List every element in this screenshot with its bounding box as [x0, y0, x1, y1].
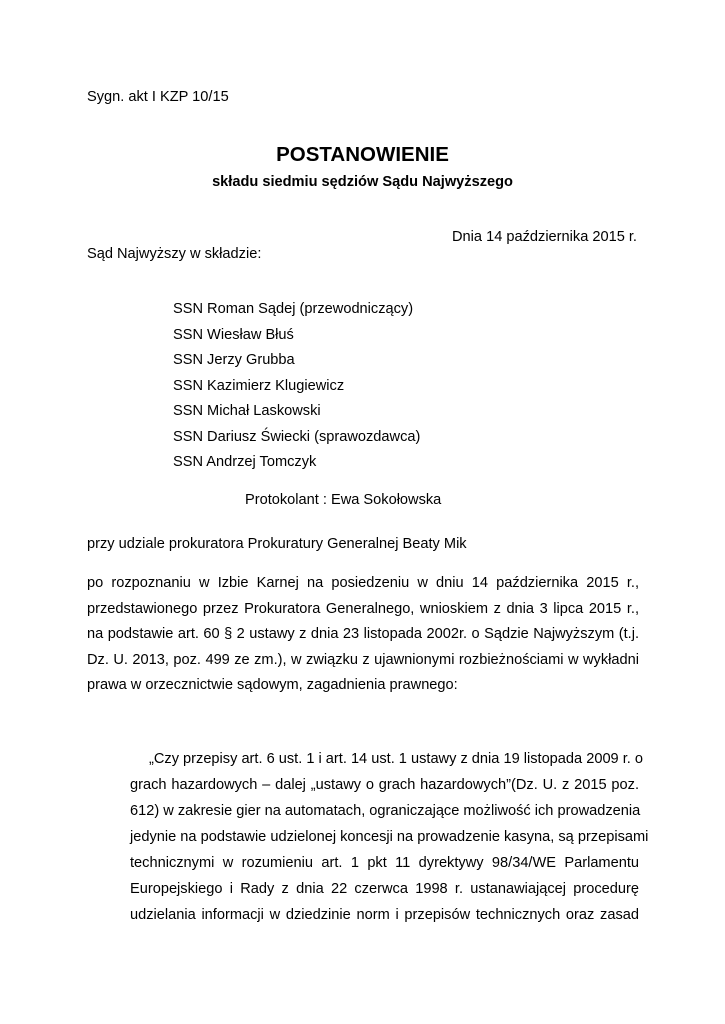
document-title: POSTANOWIENIE	[276, 143, 449, 166]
judge-item: SSN Wiesław Błuś	[173, 326, 294, 343]
paragraph-line: Europejskiego i Rady z dnia 22 czerwca 1998 r. ustanawiającej procedurę	[130, 881, 639, 897]
paragraph-line: na podstawie art. 60 § 2 ustawy z dnia 23 listopada 2002r. o Sądzie Najwyższym (t.j.	[87, 626, 639, 643]
court-clerk: Protokolant : Ewa Sokołowska	[245, 492, 442, 508]
judge-item: SSN Andrzej Tomczyk	[173, 454, 317, 470]
judge-item: SSN Kazimierz Klugiewicz	[173, 377, 345, 394]
paragraph-line: Dz. U. 2013, poz. 499 ze zm.), w związku z ujawnionymi rozbieżnościami w wykładni	[87, 651, 639, 668]
paragraph-line: 612) w zakresie gier na automatach, ograniczające możliwość ich prowadzenia	[130, 803, 641, 819]
paragraph-line: przedstawionego przez Prokuratora Generalnego, wnioskiem z dnia 3 lipca 2015 r.,	[87, 600, 639, 617]
judge-item: SSN Dariusz Świecki (sprawozdawca)	[173, 428, 421, 445]
judge-item: SSN Roman Sądej (przewodniczący)	[173, 301, 414, 317]
paragraph-line: jedynie na podstawie udzielonej koncesji na prowadzenie kasyna, są przepisami	[130, 829, 649, 845]
paragraph-line: technicznymi w rozumieniu art. 1 pkt 11 dyrektywy 98/34/WE Parlamentu	[130, 855, 639, 871]
paragraph-line: prawa w orzecznictwie sądowym, zagadnienia prawnego:	[87, 677, 458, 694]
document-subtitle: składu siedmiu sędziów Sądu Najwyższego	[212, 174, 513, 190]
judge-item: SSN Jerzy Grubba	[173, 352, 295, 368]
paragraph-line: po rozpoznaniu w Izbie Karnej na posiedzeniu w dniu 14 października 2015 r.,	[87, 575, 639, 591]
legal-question-paragraph	[111, 746, 649, 928]
paragraph-line: „Czy przepisy art. 6 ust. 1 i art. 14 ust. 1 ustawy z dnia 19 listopada 2009 r. o	[149, 751, 644, 767]
prosecutor-line: przy udziale prokuratora Prokuratury Generalnej Beaty Mik	[87, 536, 467, 552]
decision-date: Dnia 14 października 2015 r.	[452, 229, 637, 245]
procedural-paragraph	[87, 571, 639, 699]
judge-item: SSN Michał Laskowski	[173, 403, 321, 419]
paragraph-line: udzielania informacji w dziedzinie norm i przepisów technicznych oraz zasad	[130, 907, 639, 923]
judges-list	[173, 297, 420, 476]
composition-label: Sąd Najwyższy w składzie:	[87, 246, 262, 262]
case-signature: Sygn. akt I KZP 10/15	[87, 89, 229, 105]
paragraph-line: grach hazardowych – dalej „ustawy o grach hazardowych”(Dz. U. z 2015 poz.	[130, 777, 639, 793]
